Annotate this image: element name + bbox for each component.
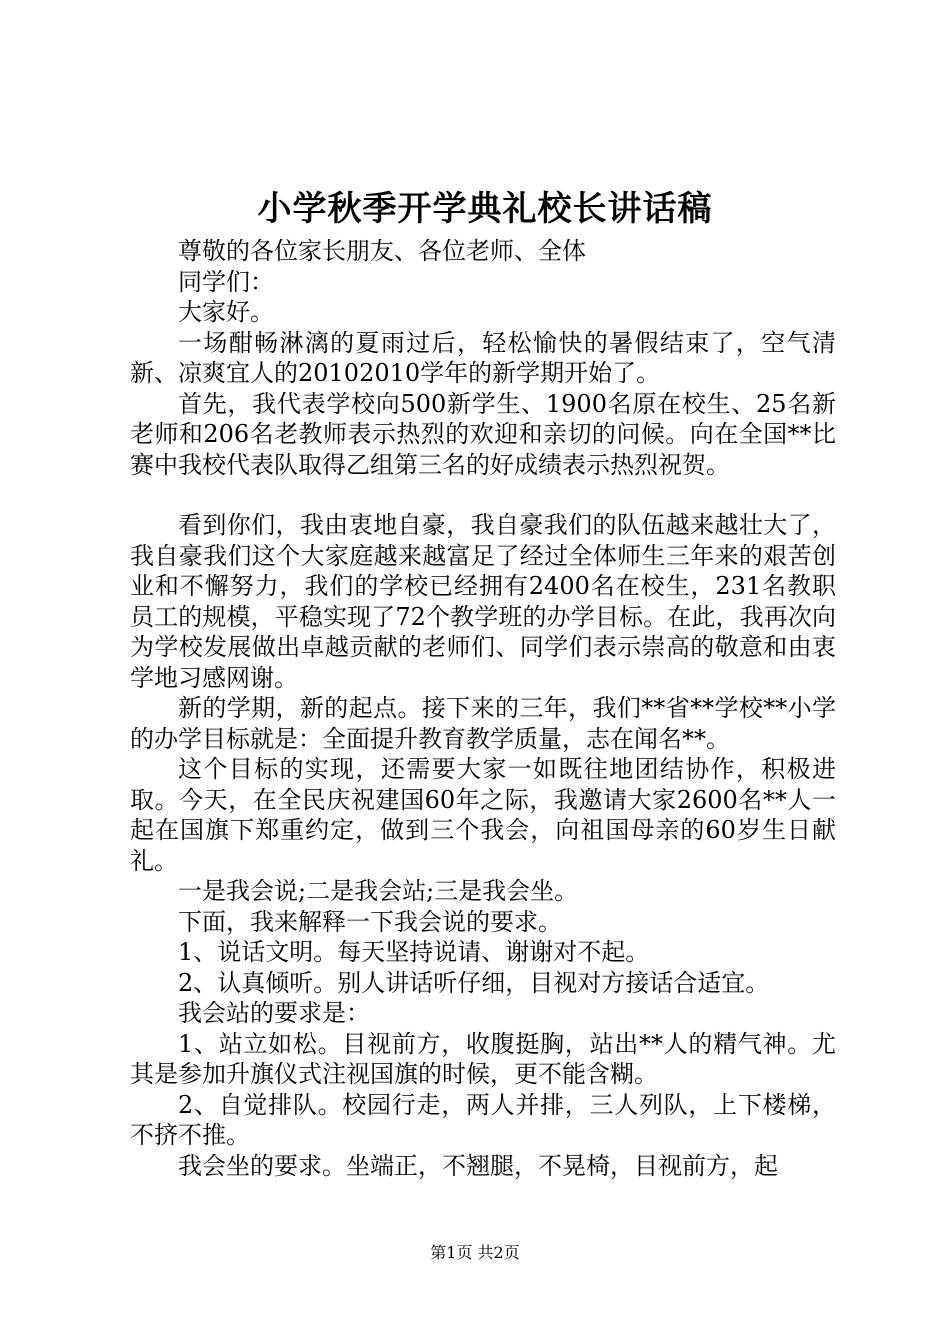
document-page	[130, 0, 840, 1344]
paragraph: 下面，我来解释一下我会说的要求。	[178, 907, 562, 936]
list-item: 1、说话文明。每天坚持说请、谢谢对不起。	[178, 938, 650, 966]
paragraph: 首先，我代表学校向500新学生、1900名原在校生、25名新老师和206名老教师表示热烈的欢迎和亲切的问候。向在全国**比赛中我校代表队取得乙组第三名的好成绩表示热烈祝贺。	[130, 389, 836, 479]
paragraph: 我会站的要求是：	[178, 999, 370, 1027]
paragraph: 一场酣畅淋漓的夏雨过后，轻松愉快的暑假结束了，空气清新、凉爽宜人的20102010学年的新学期开始了。	[130, 328, 836, 387]
list-item: 1、站立如松。目视前方，收腹挺胸，站出**人的精气神。尤其是参加升旗仪式注视国旗的时候，更不能含糊。	[130, 1029, 836, 1088]
paragraph: 看到你们，我由衷地自豪，我自豪我们的队伍越来越壮大了，我自豪我们这个大家庭越来越富足了经过全体师生三年来的艰苦创业和不懈努力，我们的学校已经拥有2400名在校生，231名教职员工的规模，平稳实现了72个教学班的办学目标。在此，我再次向为学校发展做出卓越贡献的老师们、同学们表示崇高的敬意和由衷学地习感网谢。	[130, 511, 836, 692]
list-item: 2、认真倾听。别人讲话听仔细，目视对方接话合适宜。	[178, 968, 770, 997]
paragraph: 一是我会说;二是我会站;三是我会坐。	[178, 877, 579, 905]
page-number: 第1页 共2页	[430, 1243, 520, 1262]
salutation-line: 同学们：	[178, 267, 274, 296]
salutation-line: 尊敬的各位家长朋友、各位老师、全体	[178, 237, 586, 265]
paragraph: 新的学期，新的起点。接下来的三年，我们**省**学校**小学的办学目标就是：全面提升教育教学质量，志在闻名**。	[130, 694, 836, 753]
greeting: 大家好。	[178, 298, 274, 326]
paragraph: 这个目标的实现，还需要大家一如既往地团结协作，积极进取。今天，在全民庆祝建国60年之际，我邀请大家2600名**人一起在国旗下郑重约定，做到三个我会，向祖国母亲的60岁生日献礼。	[130, 755, 836, 875]
paragraph: 我会坐的要求。坐端正，不翘腿，不晃椅，目视前方，起	[178, 1151, 778, 1180]
list-item: 2、自觉排队。校园行走，两人并排，三人列队，上下楼梯，不挤不推。	[130, 1090, 836, 1149]
document-title: 小学秋季开学典礼校长讲话稿	[257, 189, 713, 229]
document-body	[130, 236, 836, 1181]
